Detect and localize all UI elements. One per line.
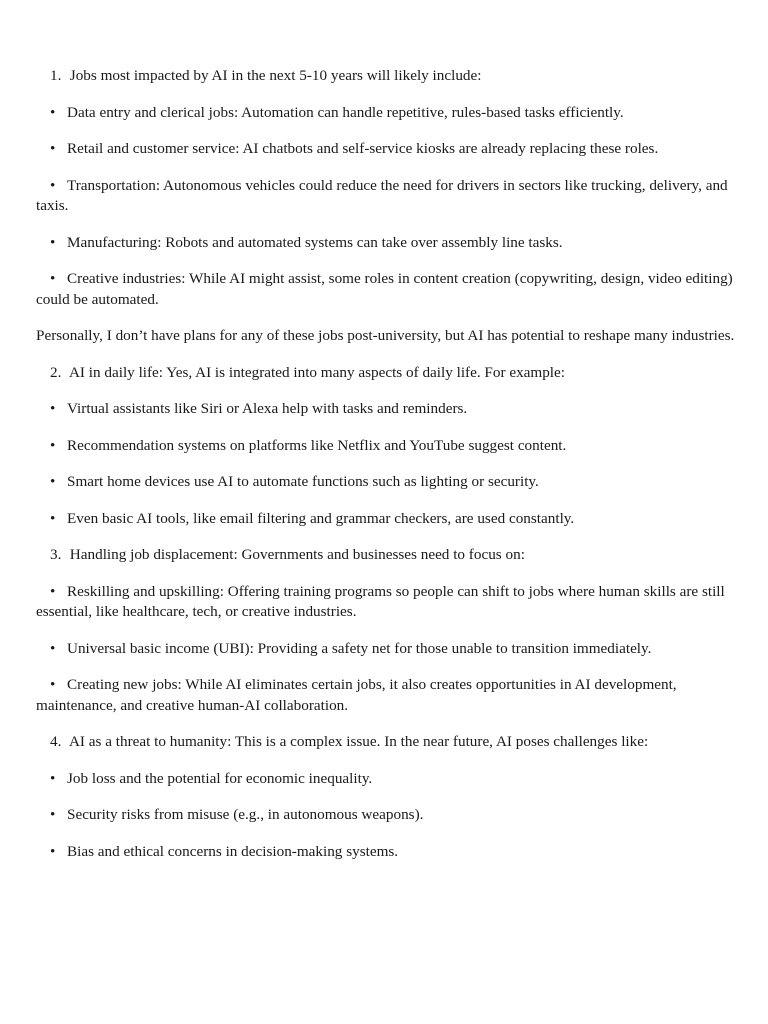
bullet-item bbox=[36, 842, 736, 863]
paragraph-text: AI in daily life: Yes, AI is integrated into many aspects of daily life. For example: bbox=[68, 363, 565, 381]
bullet-marker: • bbox=[50, 806, 56, 823]
bullet-marker: • bbox=[50, 436, 56, 454]
paragraph-text: Personally, I don’t have plans for any of these jobs post-university, but AI has potential to reshape many industries. bbox=[36, 327, 735, 344]
paragraph-text: Retail and customer service: AI chatbots and self-service kiosks are already replacing these roles. bbox=[67, 140, 659, 157]
bullet-item bbox=[36, 436, 736, 457]
numbered-item bbox=[36, 66, 736, 87]
paragraph-text: Data entry and clerical jobs: Automation can handle repetitive, rules-based tasks efficiently. bbox=[67, 103, 624, 121]
bullet-item bbox=[36, 103, 736, 124]
bullet-item bbox=[36, 399, 736, 420]
paragraph-text: Recommendation systems on platforms like Netflix and YouTube suggest content. bbox=[67, 436, 567, 454]
bullet-marker: • bbox=[50, 400, 56, 417]
paragraph-text: Manufacturing: Robots and automated systems can take over assembly line tasks. bbox=[67, 233, 563, 251]
bullet-item bbox=[36, 509, 736, 530]
bullet-item bbox=[36, 675, 736, 716]
bullet-item bbox=[36, 233, 736, 254]
numbered-item bbox=[36, 732, 736, 753]
bullet-item bbox=[36, 582, 736, 623]
list-number: 4. bbox=[50, 733, 62, 750]
bullet-item bbox=[36, 269, 736, 310]
paragraph-text: Even basic AI tools, like email filtering and grammar checkers, are used constantly. bbox=[67, 509, 575, 527]
bullet-item bbox=[36, 769, 736, 790]
bullet-item bbox=[36, 176, 736, 217]
paragraph-text: Universal basic income (UBI): Providing a safety net for those unable to transition immediately. bbox=[67, 639, 652, 657]
bullet-marker: • bbox=[50, 270, 56, 287]
paragraph-text: Smart home devices use AI to automate functions such as lighting or security. bbox=[67, 473, 539, 490]
paragraph-text: Creative industries: While AI might assist, some roles in content creation (copywriting, design, video editing) could be automated. bbox=[36, 270, 733, 308]
numbered-item bbox=[36, 363, 736, 384]
paragraph-text: Handling job displacement: Governments and businesses need to focus on: bbox=[69, 546, 525, 563]
list-number: 2. bbox=[50, 363, 62, 381]
document-body bbox=[36, 66, 736, 878]
bullet-marker: • bbox=[50, 842, 56, 860]
bullet-item bbox=[36, 639, 736, 660]
paragraph-text: Bias and ethical concerns in decision-making systems. bbox=[67, 842, 399, 860]
plain-paragraph bbox=[36, 326, 736, 347]
paragraph-text: Virtual assistants like Siri or Alexa help with tasks and reminders. bbox=[67, 400, 468, 417]
bullet-item bbox=[36, 472, 736, 493]
paragraph-text: Job loss and the potential for economic inequality. bbox=[67, 769, 373, 787]
bullet-marker: • bbox=[50, 639, 56, 657]
bullet-marker: • bbox=[50, 140, 56, 157]
list-number: 1. bbox=[50, 67, 62, 84]
paragraph-text: Transportation: Autonomous vehicles could reduce the need for drivers in sectors like trucking, delivery, and taxis. bbox=[36, 176, 728, 214]
bullet-marker: • bbox=[50, 676, 56, 693]
bullet-marker: • bbox=[50, 769, 56, 787]
bullet-marker: • bbox=[50, 233, 56, 251]
list-number: 3. bbox=[50, 546, 62, 563]
paragraph-text: Jobs most impacted by AI in the next 5-10 years will likely include: bbox=[69, 67, 482, 84]
bullet-marker: • bbox=[50, 473, 56, 490]
paragraph-text: Security risks from misuse (e.g., in autonomous weapons). bbox=[67, 806, 424, 823]
paragraph-text: AI as a threat to humanity: This is a complex issue. In the near future, AI poses challenges like: bbox=[68, 733, 649, 750]
bullet-marker: • bbox=[50, 582, 56, 600]
numbered-item bbox=[36, 545, 736, 566]
bullet-marker: • bbox=[50, 176, 56, 194]
bullet-marker: • bbox=[50, 509, 56, 527]
bullet-item bbox=[36, 805, 736, 826]
paragraph-text: Reskilling and upskilling: Offering training programs so people can shift to jobs where human skills are still essential, like healthcare, tech, or creative industries. bbox=[36, 582, 725, 620]
paragraph-text: Creating new jobs: While AI eliminates certain jobs, it also creates opportunities in AI development, maintenance, and creative human-AI collaboration. bbox=[36, 676, 677, 714]
bullet-item bbox=[36, 139, 736, 160]
bullet-marker: • bbox=[50, 103, 56, 121]
